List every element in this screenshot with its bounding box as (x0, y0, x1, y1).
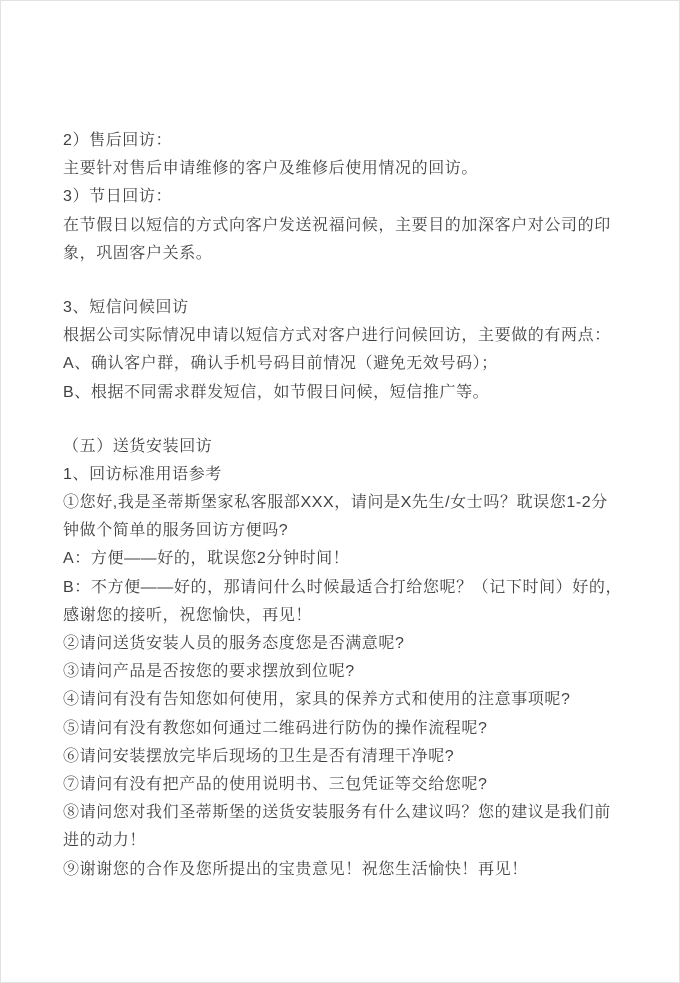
text-line: B：不方便——好的，那请问什么时候最适合打给您呢？（记下时间）好的， (63, 578, 623, 596)
paragraph-spacer (63, 268, 643, 294)
text-line: ⑧请问您对我们圣蒂斯堡的送货安装服务有什么建议吗？您的建议是我们前 (63, 804, 611, 822)
document-content (63, 127, 643, 884)
text-line: 感谢您的接听，祝您愉快，再见！ (63, 606, 313, 624)
text-line: ①您好,我是圣蒂斯堡家私客服部XXX，请问是X先生/女士吗？耽误您1-2分 (63, 494, 608, 512)
text-line: 主要针对售后申请维修的客户及维修后使用情况的回访。 (63, 160, 479, 178)
text-line: 根据公司实际情况申请以短信方式对客户进行问候回访，主要做的有两点： (63, 327, 611, 345)
text-line: （五）送货安装回访 (63, 437, 213, 455)
text-line: 2）售后回访： (63, 132, 173, 149)
text-line: ⑨谢谢您的合作及您所提出的宝贵意见！祝您生活愉快！再见！ (63, 860, 528, 878)
text-line: 钟做个简单的服务回访方便吗? (63, 522, 289, 540)
text-line: B、根据不同需求群发短信，如节假日问候，短信推广等。 (63, 383, 490, 401)
text-line: ②请问送货安装人员的服务态度您是否满意呢? (63, 635, 405, 652)
text-line: 象，巩固客户关系。 (63, 244, 213, 262)
text-line: 进的动力！ (63, 832, 147, 850)
text-line: A：方便——好的，耽误您2分钟时间！ (63, 550, 350, 568)
text-line: 1、回访标准用语参考 (63, 465, 222, 483)
text-line: ⑤请问有没有教您如何通过二维码进行防伪的操作流程呢? (63, 719, 488, 737)
paragraph-spacer (63, 407, 643, 433)
text-line: ⑦请问有没有把产品的使用说明书、三包凭证等交给您呢? (63, 775, 488, 793)
text-line: ④请问有没有告知您如何使用，家具的保养方式和使用的注意事项呢? (63, 691, 571, 709)
text-line: ③请问产品是否按您的要求摆放到位呢? (63, 663, 355, 681)
text-line: 3）节日回访： (63, 188, 173, 206)
text-line: 3、短信问候回访 (63, 298, 189, 316)
text-line: ⑥请问安装摆放完毕后现场的卫生是否有清理干净呢? (63, 747, 455, 765)
text-line: A、确认客户群，确认手机号码目前情况（避免无效号码）； (63, 355, 498, 373)
text-line: 在节假日以短信的方式向客户发送祝福问候，主要目的加深客户对公司的印 (63, 216, 611, 234)
